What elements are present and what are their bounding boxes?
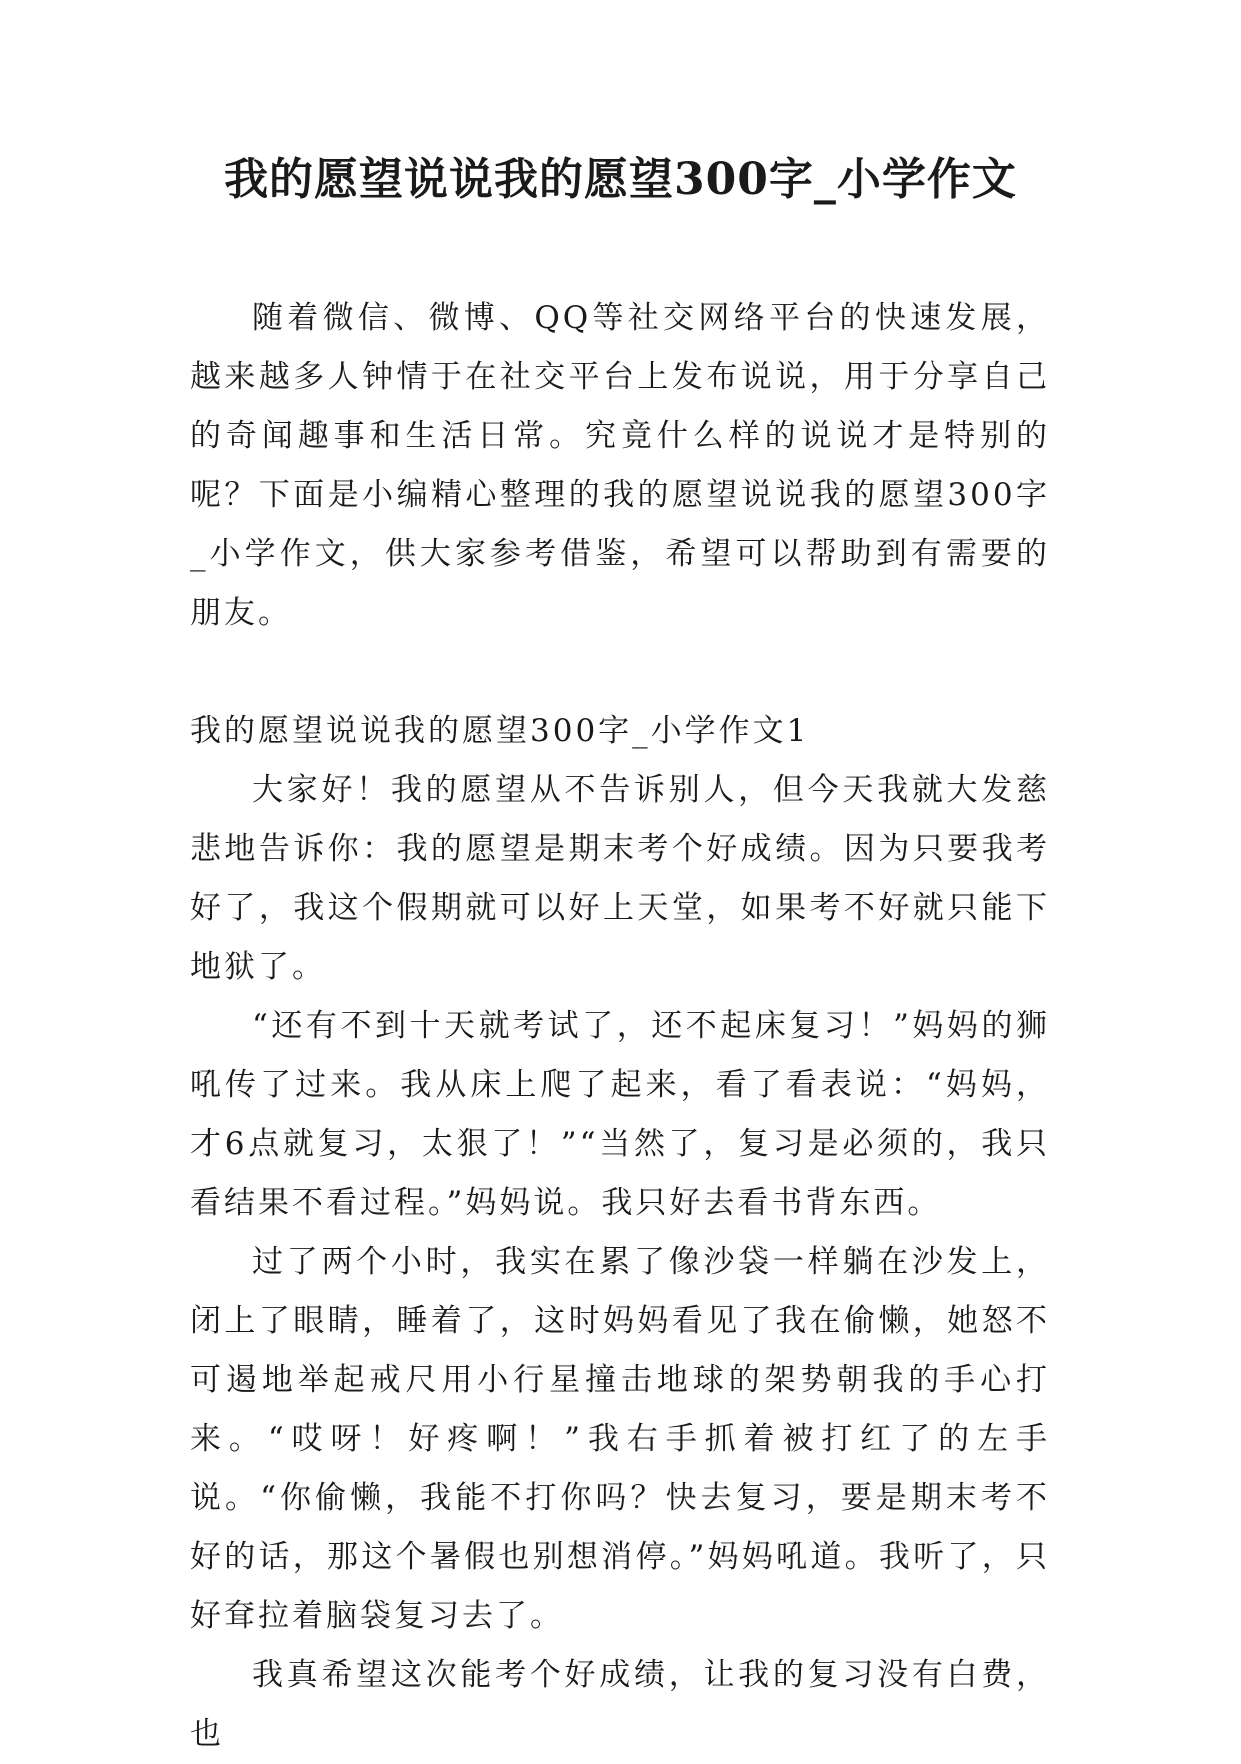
- body-paragraph-2: “还有不到十天就考试了，还不起床复习！”妈妈的狮吼传了过来。我从床上爬了起来，看了看表说：“妈妈，才6点就复习，太狠了！”“当然了，复习是必须的，我只看结果不看过程。”妈妈说。我只好去看书背东西。: [190, 1008, 1050, 1221]
- body-paragraph-3: 过了两个小时，我实在累了像沙袋一样躺在沙发上，闭上了眼睛，睡着了，这时妈妈看见了我在偷懒，她怒不可遏地举起戒尺用小行星撞击地球的架势朝我的手心打来。“哎呀！好疼啊！”我右手抓着被打红了的左手说。“你偷懒，我能不打你吗？快去复习，要是期末考不好的话，那这个暑假也别想消停。”妈妈吼道。我听了，只好耷拉着脑袋复习去了。: [190, 1244, 1050, 1634]
- document-body: [190, 289, 1050, 1764]
- body-paragraph-4: 我真希望这次能考个好成绩，让我的复习没有白费，也: [190, 1657, 1050, 1752]
- body-paragraph-1: 大家好！我的愿望从不告诉别人，但今天我就大发慈悲地告诉你：我的愿望是期末考个好成绩。因为只要我考好了，我这个假期就可以好上天堂，如果考不好就只能下地狱了。: [190, 772, 1050, 985]
- document-title: 我的愿望说说我的愿望300字_小学作文: [224, 154, 1017, 205]
- intro-paragraph: 随着微信、微博、QQ等社交网络平台的快速发展，越来越多人钟情于在社交平台上发布说说，用于分享自己的奇闻趣事和生活日常。究竟什么样的说说才是特别的呢？下面是小编精心整理的我的愿望说说我的愿望300字_小学作文，供大家参考借鉴，希望可以帮助到有需要的朋友。: [190, 300, 1050, 631]
- section-heading: 我的愿望说说我的愿望300字_小学作文1: [190, 713, 810, 749]
